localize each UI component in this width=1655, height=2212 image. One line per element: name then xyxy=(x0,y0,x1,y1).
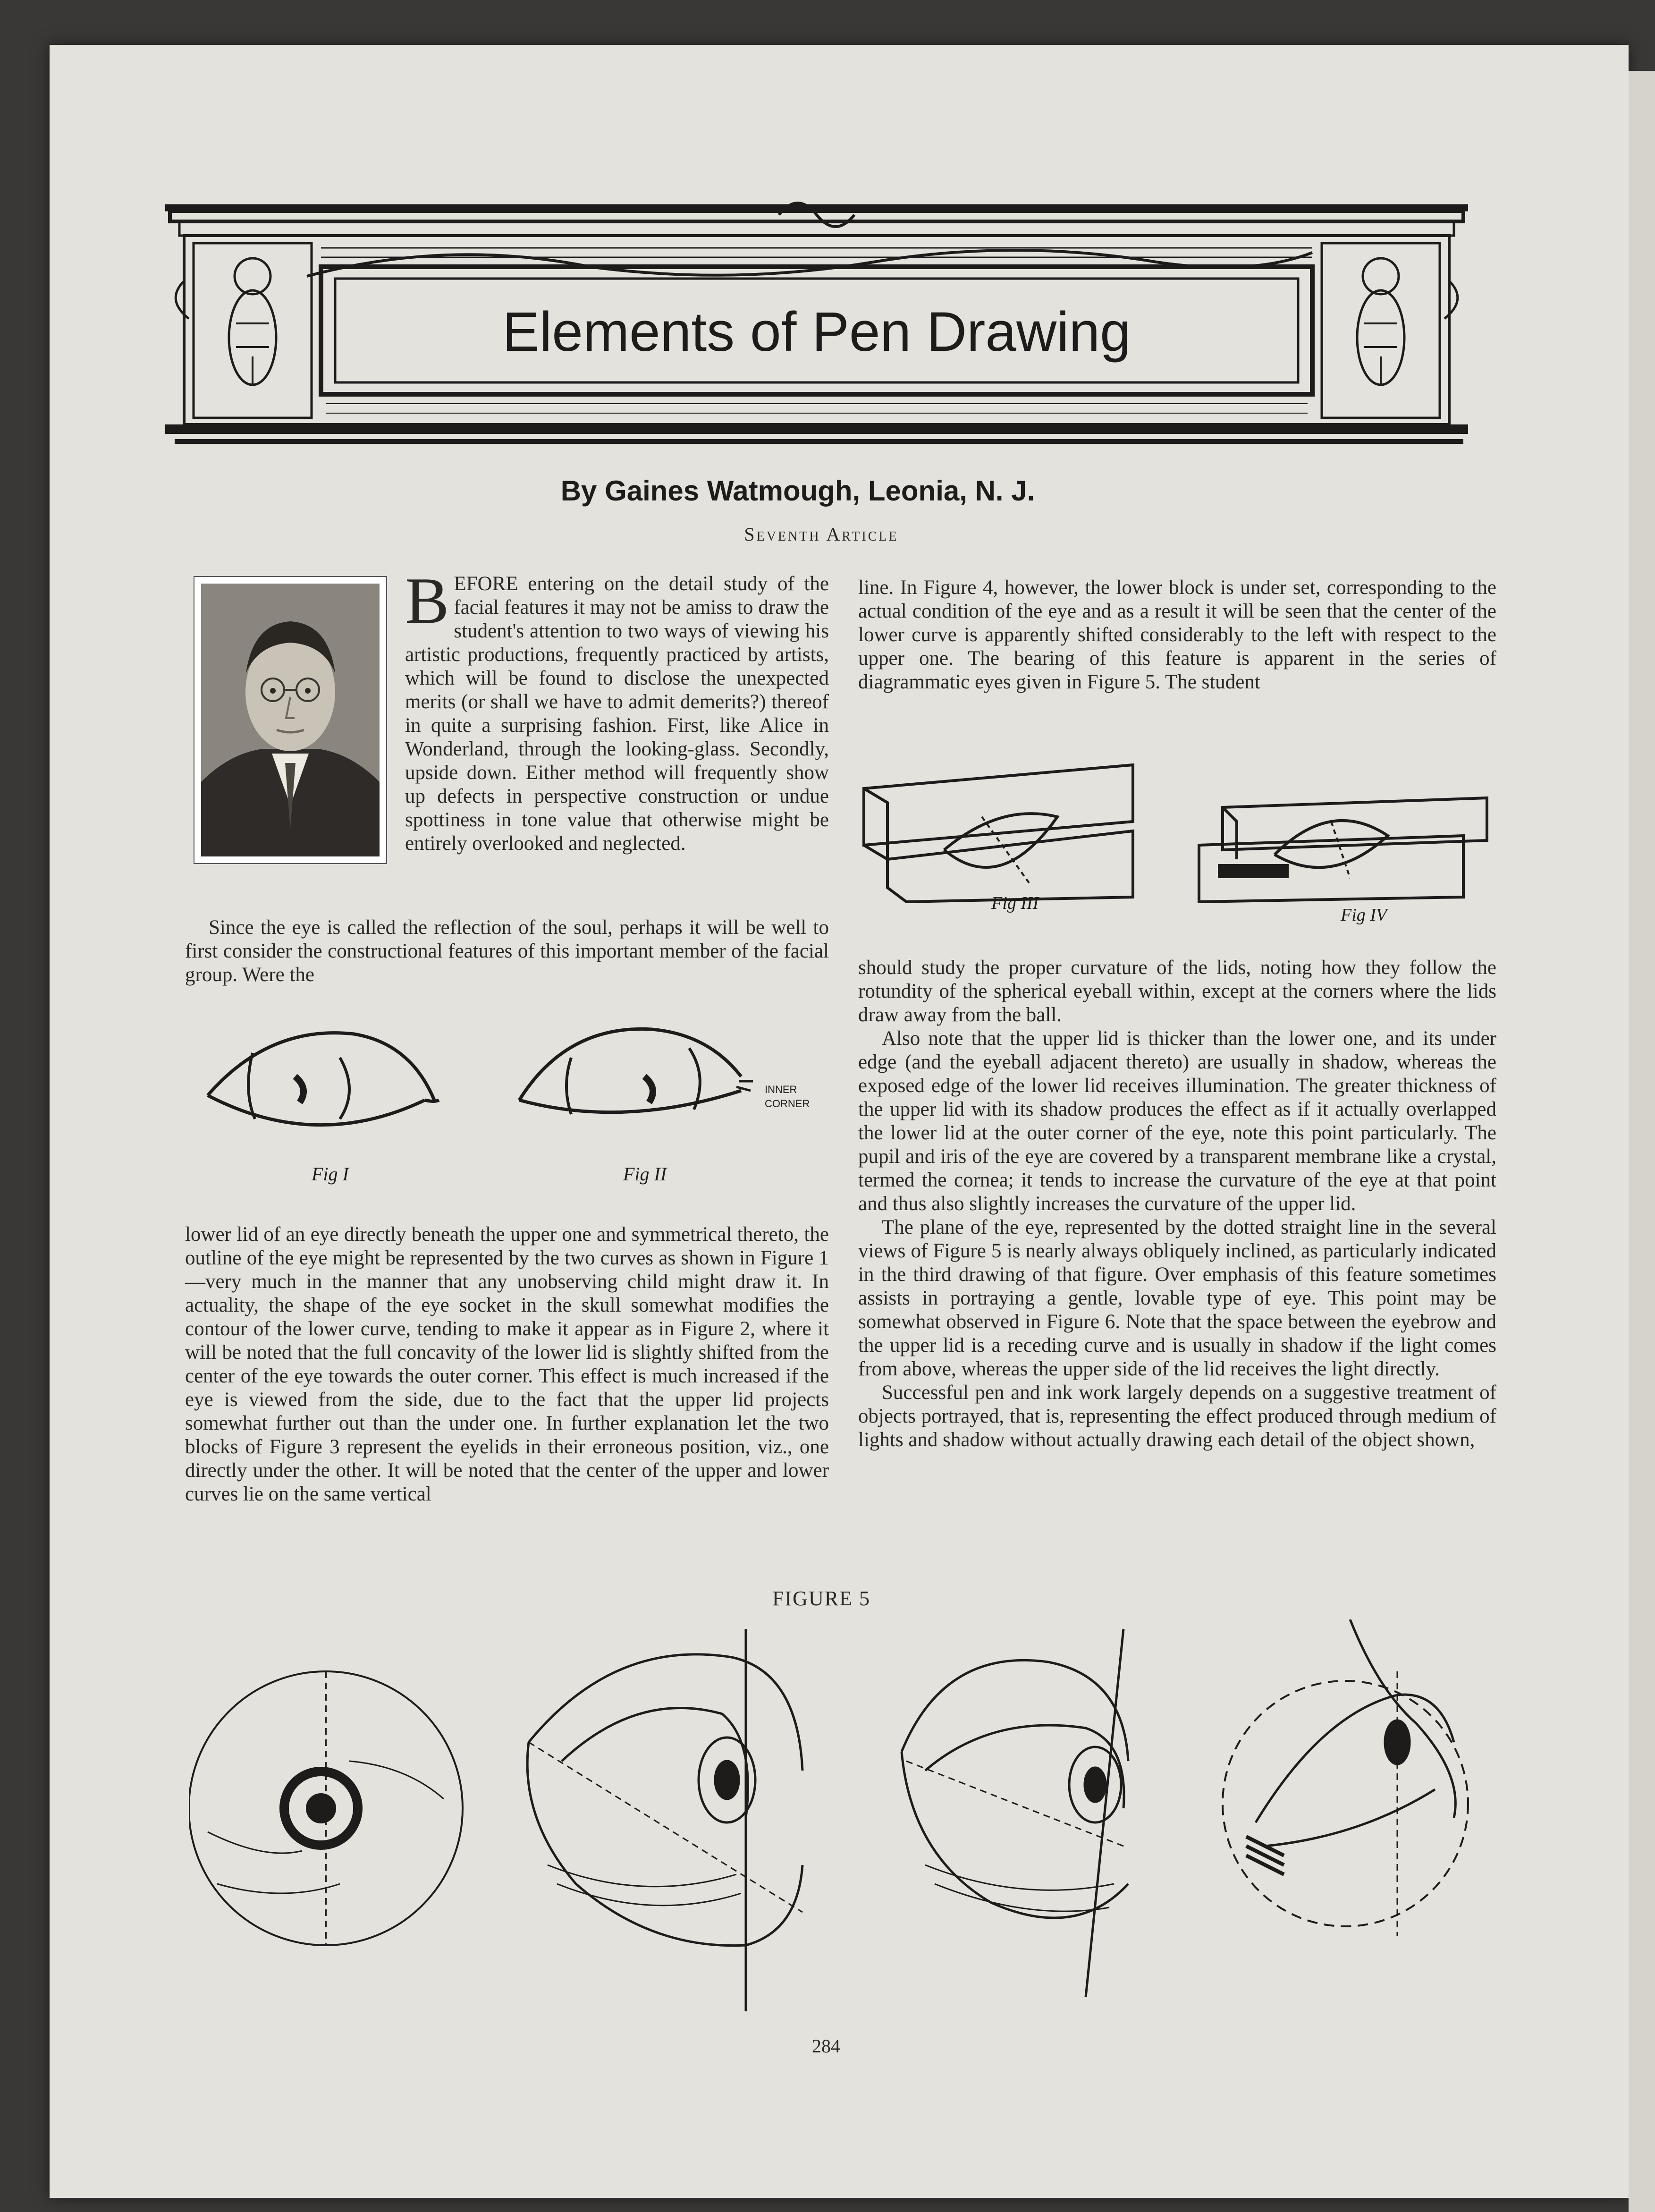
drop-cap: B xyxy=(405,564,449,637)
eyeball-side-view xyxy=(527,1629,802,2011)
title-header-ornament xyxy=(165,158,1468,467)
fig4-label: Fig IV xyxy=(1341,905,1387,925)
fig1-label: Fig I xyxy=(312,1163,349,1185)
eyeball-oblique-view xyxy=(902,1629,1128,1997)
fig3-upper-block xyxy=(864,765,1133,845)
right-column-paragraph-1 xyxy=(858,576,1496,694)
left-column-paragraph-2 xyxy=(185,916,829,987)
left-column-paragraph-3 xyxy=(185,1223,829,1506)
article-title: Elements of Pen Drawing xyxy=(502,301,1131,363)
paragraph-text: Also note that the upper lid is thicker than the lower one, and its under edge (and the eyeball adjacent thereto) are usually in shadow, whereas the exposed edge of the lower lid receives illumination. The greater thickness of the upper lid with its shadow produces the effect as if it actually overlapped the lower lid at the outer corner of the eye, note this point particularly. The pupil and iris of the eye are covered by a transparent membrane like a crystal, termed the cornea; it tends to increase the curvature of the eye at that point and thus also slightly increases the curvature of the upper lid. xyxy=(858,1027,1496,1215)
figures-1-2 xyxy=(198,1006,812,1195)
author-byline: By Gaines Watmough, Leonia, N. J. xyxy=(560,475,1035,507)
fig1-lower-lid xyxy=(208,1095,425,1125)
figures-3-4 xyxy=(859,746,1501,944)
fig2-inner-label: INNER xyxy=(765,1084,797,1095)
paragraph-text: Successful pen and ink work largely depends on a suggestive treatment of objects portrayed, that is, representing the effect produced through medium of lights and shadow without actually drawing each detail of the object shown, xyxy=(858,1381,1496,1451)
paragraph-text: The plane of the eye, represented by the dotted straight line in the several views of Figure 5 is nearly always obliquely inclined, as particularly indicated in the third drawing of that figure. Over emphasis of this feature sometimes assists in portraying a gentle, lovable type of eye. This point may be somewhat observed in Figure 6. Note that the space between the eyebrow and the upper lid is a receding curve and is usually in shadow if the light comes from above, whereas the upper side of the lid receives the light directly. xyxy=(858,1216,1496,1380)
eyeball-profile-view xyxy=(1223,1619,1468,1936)
paragraph-text: line. In Figure 4, however, the lower block is under set, corresponding to the actual condition of the eye and as a result it will be seen that the center of the lower curve is apparently shifted considerably to the left with respect to the upper one. The bearing of this feature is apparent in the series of diagrammatic eyes given in Figure 5. The student xyxy=(858,576,1496,693)
page-number: 284 xyxy=(812,2035,840,2057)
fig2-corner-label: CORNER xyxy=(765,1098,810,1110)
paragraph-text: lower lid of an eye directly beneath the upper one and symmetrical thereto, the outline of the eye might be represented by the two curves as shown in Figure 1—very much in the manner that any unobserving child might draw it. In actuality, the shape of the eye socket in the skull somewhat modifies the contour of the lower curve, tending to make it appear as in Figure 2, where it will be noted that the full concavity of the lower lid is slightly shifted from the center of the eye towards the outer corner. This effect is much increased if the eye is viewed from the side, due to the fact that the upper lid projects somewhat further out than the under one. In further explanation let the two blocks of Figure 3 represent the eyelids in their erroneous position, viz., one directly under the other. It will be noted that the center of the upper and lower curves lie on the same vertical xyxy=(185,1223,829,1505)
intro-text: EFORE entering on the detail study of the facial features it may not be amiss to draw the student's attention to two ways of viewing his artistic productions, frequently practiced by artists, which will be found to disclose the unexpected merits (or shall we have to admit demerits?) thereof in quite a surprising fashion. First, like Alice in Wonderland, through the looking-glass. Secondly, upside down. Either method will frequently show up defects in perspective construction or undue spottiness in tone value that otherwise might be entirely overlooked and neglected. xyxy=(405,573,829,855)
next-page-edge xyxy=(1629,71,1655,2212)
eyelid-block-drawings xyxy=(859,746,1501,944)
fig3-lower-block xyxy=(887,831,1133,902)
eyeball-sketches xyxy=(189,1619,1482,2021)
fig2-upper-lid xyxy=(519,1029,741,1100)
right-column-body xyxy=(858,956,1496,1452)
fig2-label: Fig II xyxy=(623,1163,667,1185)
paragraph-text: Since the eye is called the reflection of the soul, perhaps it will be well to first consider the constructional features of this important member of the facial group. Were the xyxy=(185,916,829,986)
figure-5-caption: FIGURE 5 xyxy=(772,1587,870,1610)
paragraph-text: should study the proper curvature of the lids, noting how they follow the rotundity of the spherical eyeball within, except at the corners where the lids draw away from the ball. xyxy=(858,957,1496,1026)
figure-5-drawings xyxy=(189,1619,1482,2021)
article-subtitle: Seventh Article xyxy=(744,524,899,545)
intro-paragraph xyxy=(405,564,829,856)
eye-outline-drawings xyxy=(198,1006,812,1195)
portrait-photo xyxy=(201,584,380,856)
fig2-lower-lid xyxy=(519,1091,741,1112)
fig3-label: Fig III xyxy=(991,893,1039,913)
author-portrait xyxy=(194,576,387,864)
fig1-upper-lid xyxy=(208,1033,434,1100)
